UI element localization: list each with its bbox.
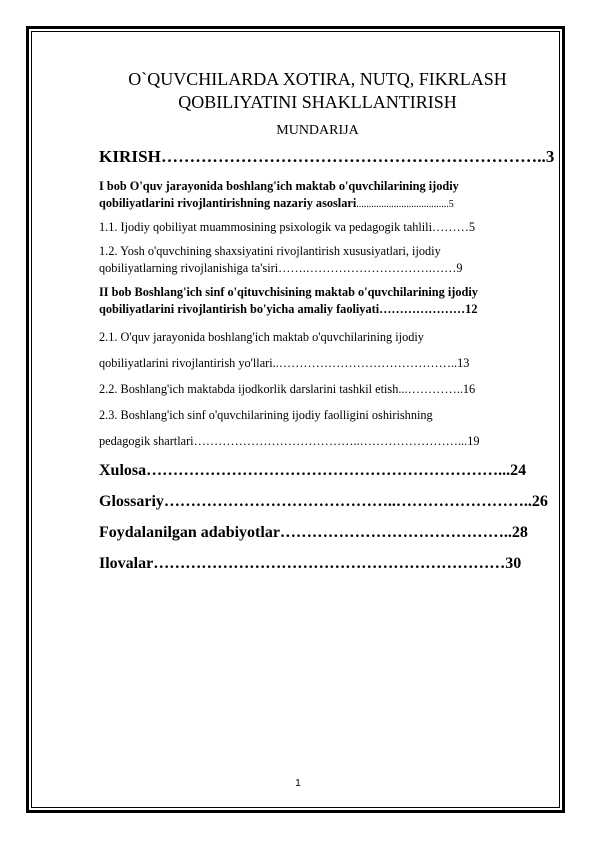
section-2-1-line-2: qobiliyatlarini rivojlantirish yo'llari..……………………………………..13: [99, 356, 470, 370]
chapter-1-line-2: qobiliyatlarini rivojlantirishning nazariy asoslari: [99, 196, 357, 210]
toc-entry-intro: KIRISH…………………………………………………………..3: [99, 147, 555, 166]
title-line-1: O`QUVCHILARDA XOTIRA, NUTQ, FIKRLASH: [128, 69, 507, 89]
page-number: 1: [295, 778, 301, 789]
toc-chapter-1: [99, 178, 536, 213]
document-title: [99, 68, 536, 114]
toc-section-2-3: [99, 402, 536, 454]
toc-entry-conclusion: Xulosa…………………………………………………………...24: [99, 462, 527, 479]
toc-section-2-1: [99, 324, 536, 376]
toc-entry-appendices: Ilovalar…………………………………………………………30: [99, 555, 522, 572]
chapter-2-line-2: qobiliyatlarini rivojlantirish bo'yicha amaliy faoliyati…………………12: [99, 302, 478, 316]
chapter-2-line-1: II bob Boshlang'ich sinf o'qituvchisining maktab o'quvchilarining ijodiy: [99, 285, 478, 299]
toc-section-1-1: 1.1. Ijodiy qobiliyat muammosining psixologik va pedagogik tahlili………5: [99, 220, 476, 234]
toc-section-2-2: 2.2. Boshlang'ich maktabda ijodkorlik darslarini tashkil etish...…………..16: [99, 382, 476, 396]
section-1-2-line-1: 1.2. Yosh o'quvchining shaxsiyatini rivojlantirish xususiyatlari, ijodiy: [99, 244, 441, 258]
toc-section-1-2: [99, 243, 536, 277]
section-2-3-line-1: 2.3. Boshlang'ich sinf o'quvchilarining ijodiy faolligini oshirishning: [99, 408, 433, 422]
toc-chapter-2: [99, 284, 536, 318]
section-2-3-line-2: pedagogik shartlari…………………………………..……………………...19: [99, 434, 480, 448]
document-body: [99, 62, 555, 584]
section-1-2-line-2: qobiliyatlarning rivojlanishiga ta'siri…….………………………….……9: [99, 261, 463, 275]
section-2-1-line-1: 2.1. O'quv jarayonida boshlang'ich maktab o'quvchilarining ijodiy: [99, 330, 424, 344]
toc-entry-glossary: Glossariy……………………………………..……………………..26: [99, 493, 548, 510]
title-line-2: QOBILIYATINI SHAKLLANTIRISH: [178, 92, 457, 112]
toc-entry-references: Foydalanilgan adabiyotlar……………………………………..28: [99, 524, 528, 541]
chapter-1-leader: .....................................5: [356, 199, 454, 210]
contents-heading: MUNDARIJA: [276, 123, 359, 138]
chapter-1-line-1: I bob O'quv jarayonida boshlang'ich maktab o'quvchilarining ijodiy: [99, 179, 459, 193]
